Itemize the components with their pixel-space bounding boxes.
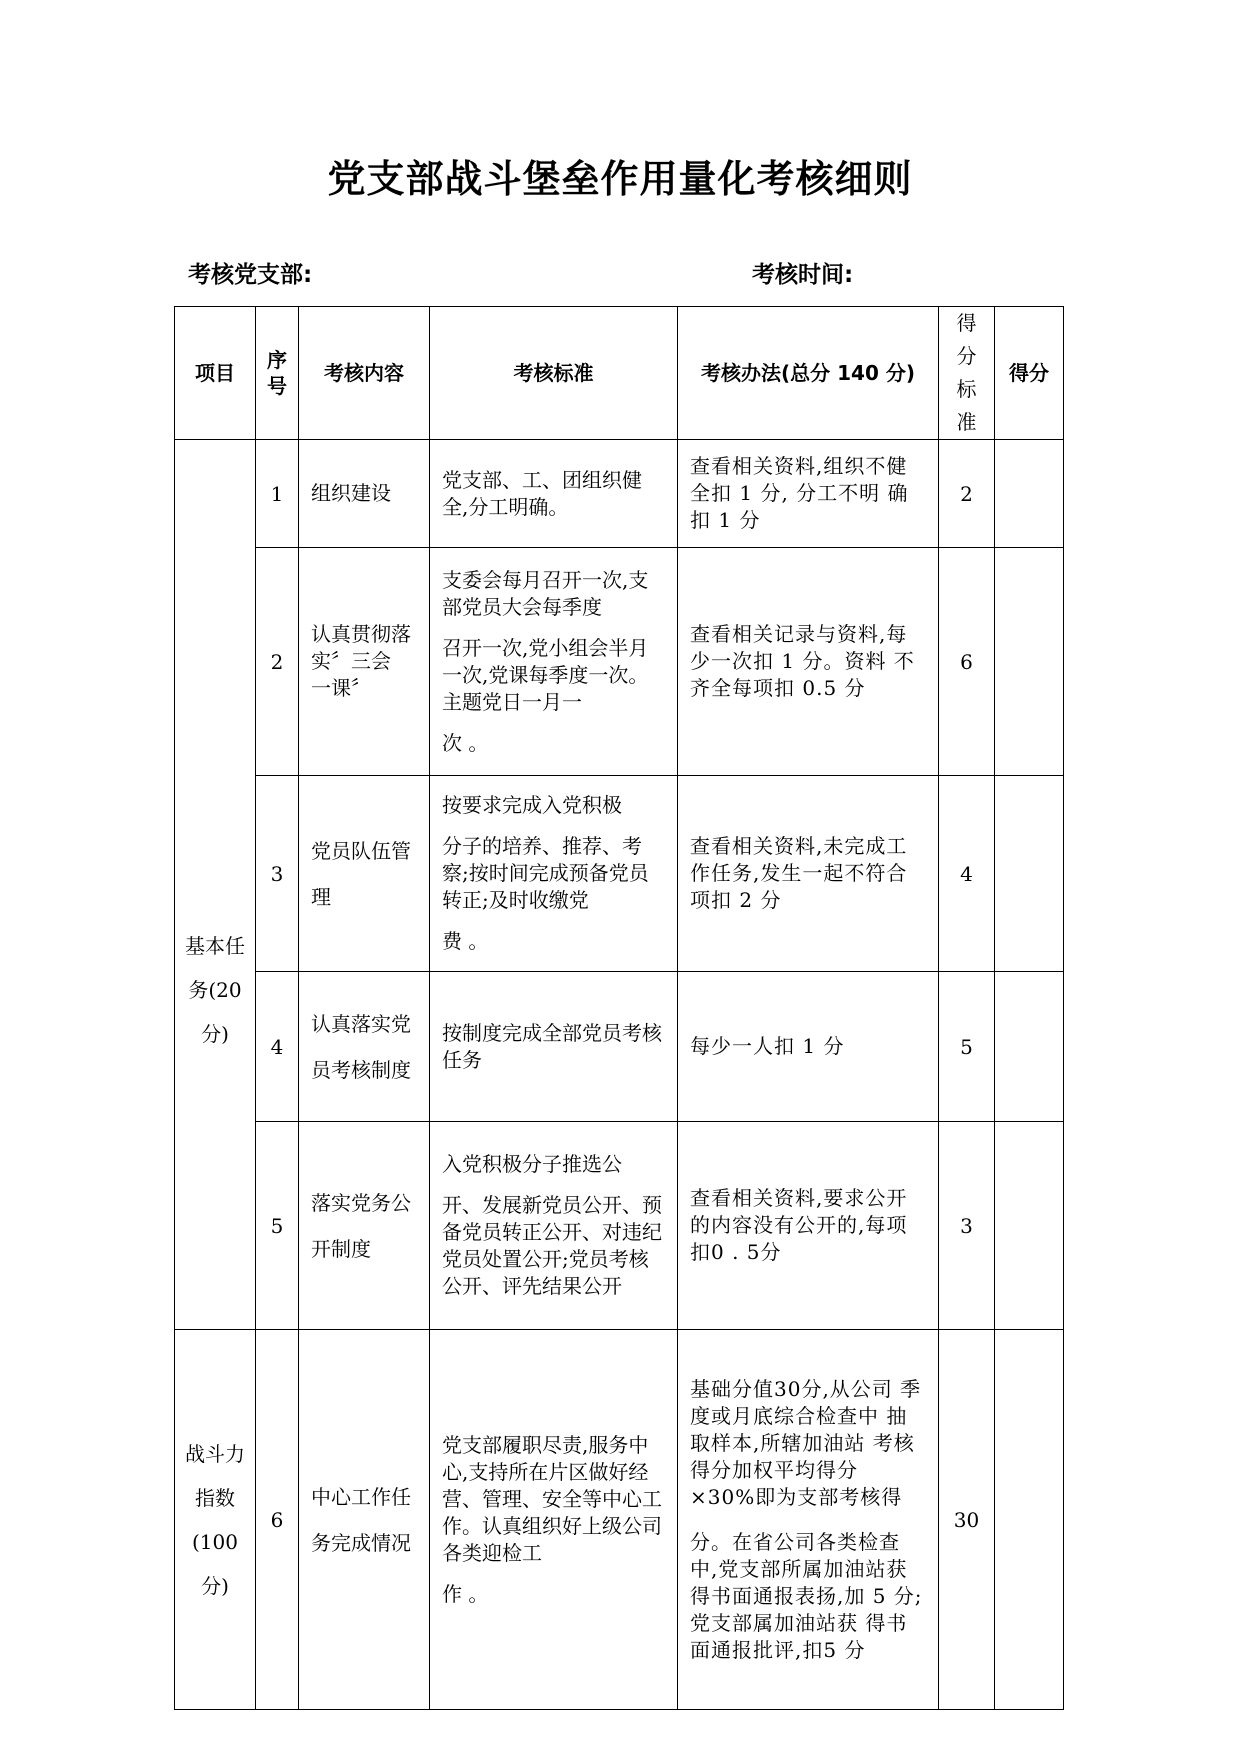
row-content: 组织建设 — [299, 440, 430, 548]
document-title: 党支部战斗堡垒作用量化考核细则 — [327, 157, 913, 201]
row-score-std: 5 — [939, 972, 995, 1122]
table-row — [175, 440, 1064, 548]
row-score[interactable] — [995, 1122, 1064, 1330]
row-score-std: 6 — [939, 548, 995, 776]
row-score[interactable] — [995, 776, 1064, 972]
row-standard: 党支部履职尽责,服务中心,支持所在片区做好经营、管理、安全等中心工作。认真组织好上级公司各类迎检工 作 。 — [430, 1330, 678, 1710]
row-seq: 3 — [256, 776, 299, 972]
row-score[interactable] — [995, 548, 1064, 776]
row-method: 基础分值30分,从公司 季度或月底综合检查中 抽取样本,所辖加油站 考核得分加权平均得分 ×30%即为支部考核得 分。在省公司各类检查中,党支部所属加油站获得书面通报表扬,加 5 分;党支部属加油站获 得书面通报批评,扣5 分 — [678, 1330, 939, 1710]
row-content: 认真贯彻落实〞三会 一课〞 — [299, 548, 430, 776]
row-score[interactable] — [995, 972, 1064, 1122]
row-standard: 按要求完成入党积极 分子的培养、推荐、考察;按时间完成预备党员转正;及时收缴党 费 。 — [430, 776, 678, 972]
group-basic-tasks: 基本任务(20分) — [175, 440, 256, 1330]
table-row — [175, 1330, 1064, 1710]
header-score-std: 得分标准 — [939, 307, 995, 440]
row-score-std: 4 — [939, 776, 995, 972]
header-score: 得分 — [995, 307, 1064, 440]
header-standard: 考核标准 — [430, 307, 678, 440]
row-seq: 6 — [256, 1330, 299, 1710]
row-standard: 按制度完成全部党员考核任务 — [430, 972, 678, 1122]
row-standard: 支委会每月召开一次,支部党员大会每季度 召开一次,党小组会半月一次,党课每季度一次。主题党日一月一 次 。 — [430, 548, 678, 776]
table-row — [175, 548, 1064, 776]
time-label: 考核时间: — [752, 262, 854, 288]
row-score[interactable] — [995, 440, 1064, 548]
group-combat-index: 战斗力指数(100分) — [175, 1330, 256, 1710]
row-content: 党员队伍管理 — [299, 776, 430, 972]
header-row — [175, 307, 1064, 440]
row-seq: 5 — [256, 1122, 299, 1330]
row-content: 落实党务公开制度 — [299, 1122, 430, 1330]
row-method: 查看相关资料,组织不健全扣 1 分, 分工不明 确 扣 1 分 — [678, 440, 939, 548]
header-project: 项目 — [175, 307, 256, 440]
row-method: 查看相关记录与资料,每少一次扣 1 分。资料 不齐全每项扣 0.5 分 — [678, 548, 939, 776]
branch-label: 考核党支部: — [188, 262, 313, 288]
row-method: 每少一人扣 1 分 — [678, 972, 939, 1122]
row-score-std: 30 — [939, 1330, 995, 1710]
row-seq: 1 — [256, 440, 299, 548]
row-seq: 4 — [256, 972, 299, 1122]
table-row — [175, 972, 1064, 1122]
header-method: 考核办法(总分 140 分) — [678, 307, 939, 440]
row-method: 查看相关资料,未完成工作任务,发生一起不符合项扣 2 分 — [678, 776, 939, 972]
row-score-std: 2 — [939, 440, 995, 548]
table-row — [175, 776, 1064, 972]
row-standard: 入党积极分子推选公 开、发展新党员公开、预备党员转正公开、对违纪党员处置公开;党员考核公开、评先结果公开 — [430, 1122, 678, 1330]
row-content: 中心工作任务完成情况 — [299, 1330, 430, 1710]
row-score-std: 3 — [939, 1122, 995, 1330]
row-standard: 党支部、工、团组织健全,分工明确。 — [430, 440, 678, 548]
row-seq: 2 — [256, 548, 299, 776]
row-content: 认真落实党员考核制度 — [299, 972, 430, 1122]
row-score[interactable] — [995, 1330, 1064, 1710]
header-seq: 序号 — [256, 307, 299, 440]
header-content: 考核内容 — [299, 307, 430, 440]
assessment-table — [174, 306, 1064, 1710]
table-row — [175, 1122, 1064, 1330]
row-method: 查看相关资料,要求公开的内容没有公开的,每项扣0 . 5分 — [678, 1122, 939, 1330]
